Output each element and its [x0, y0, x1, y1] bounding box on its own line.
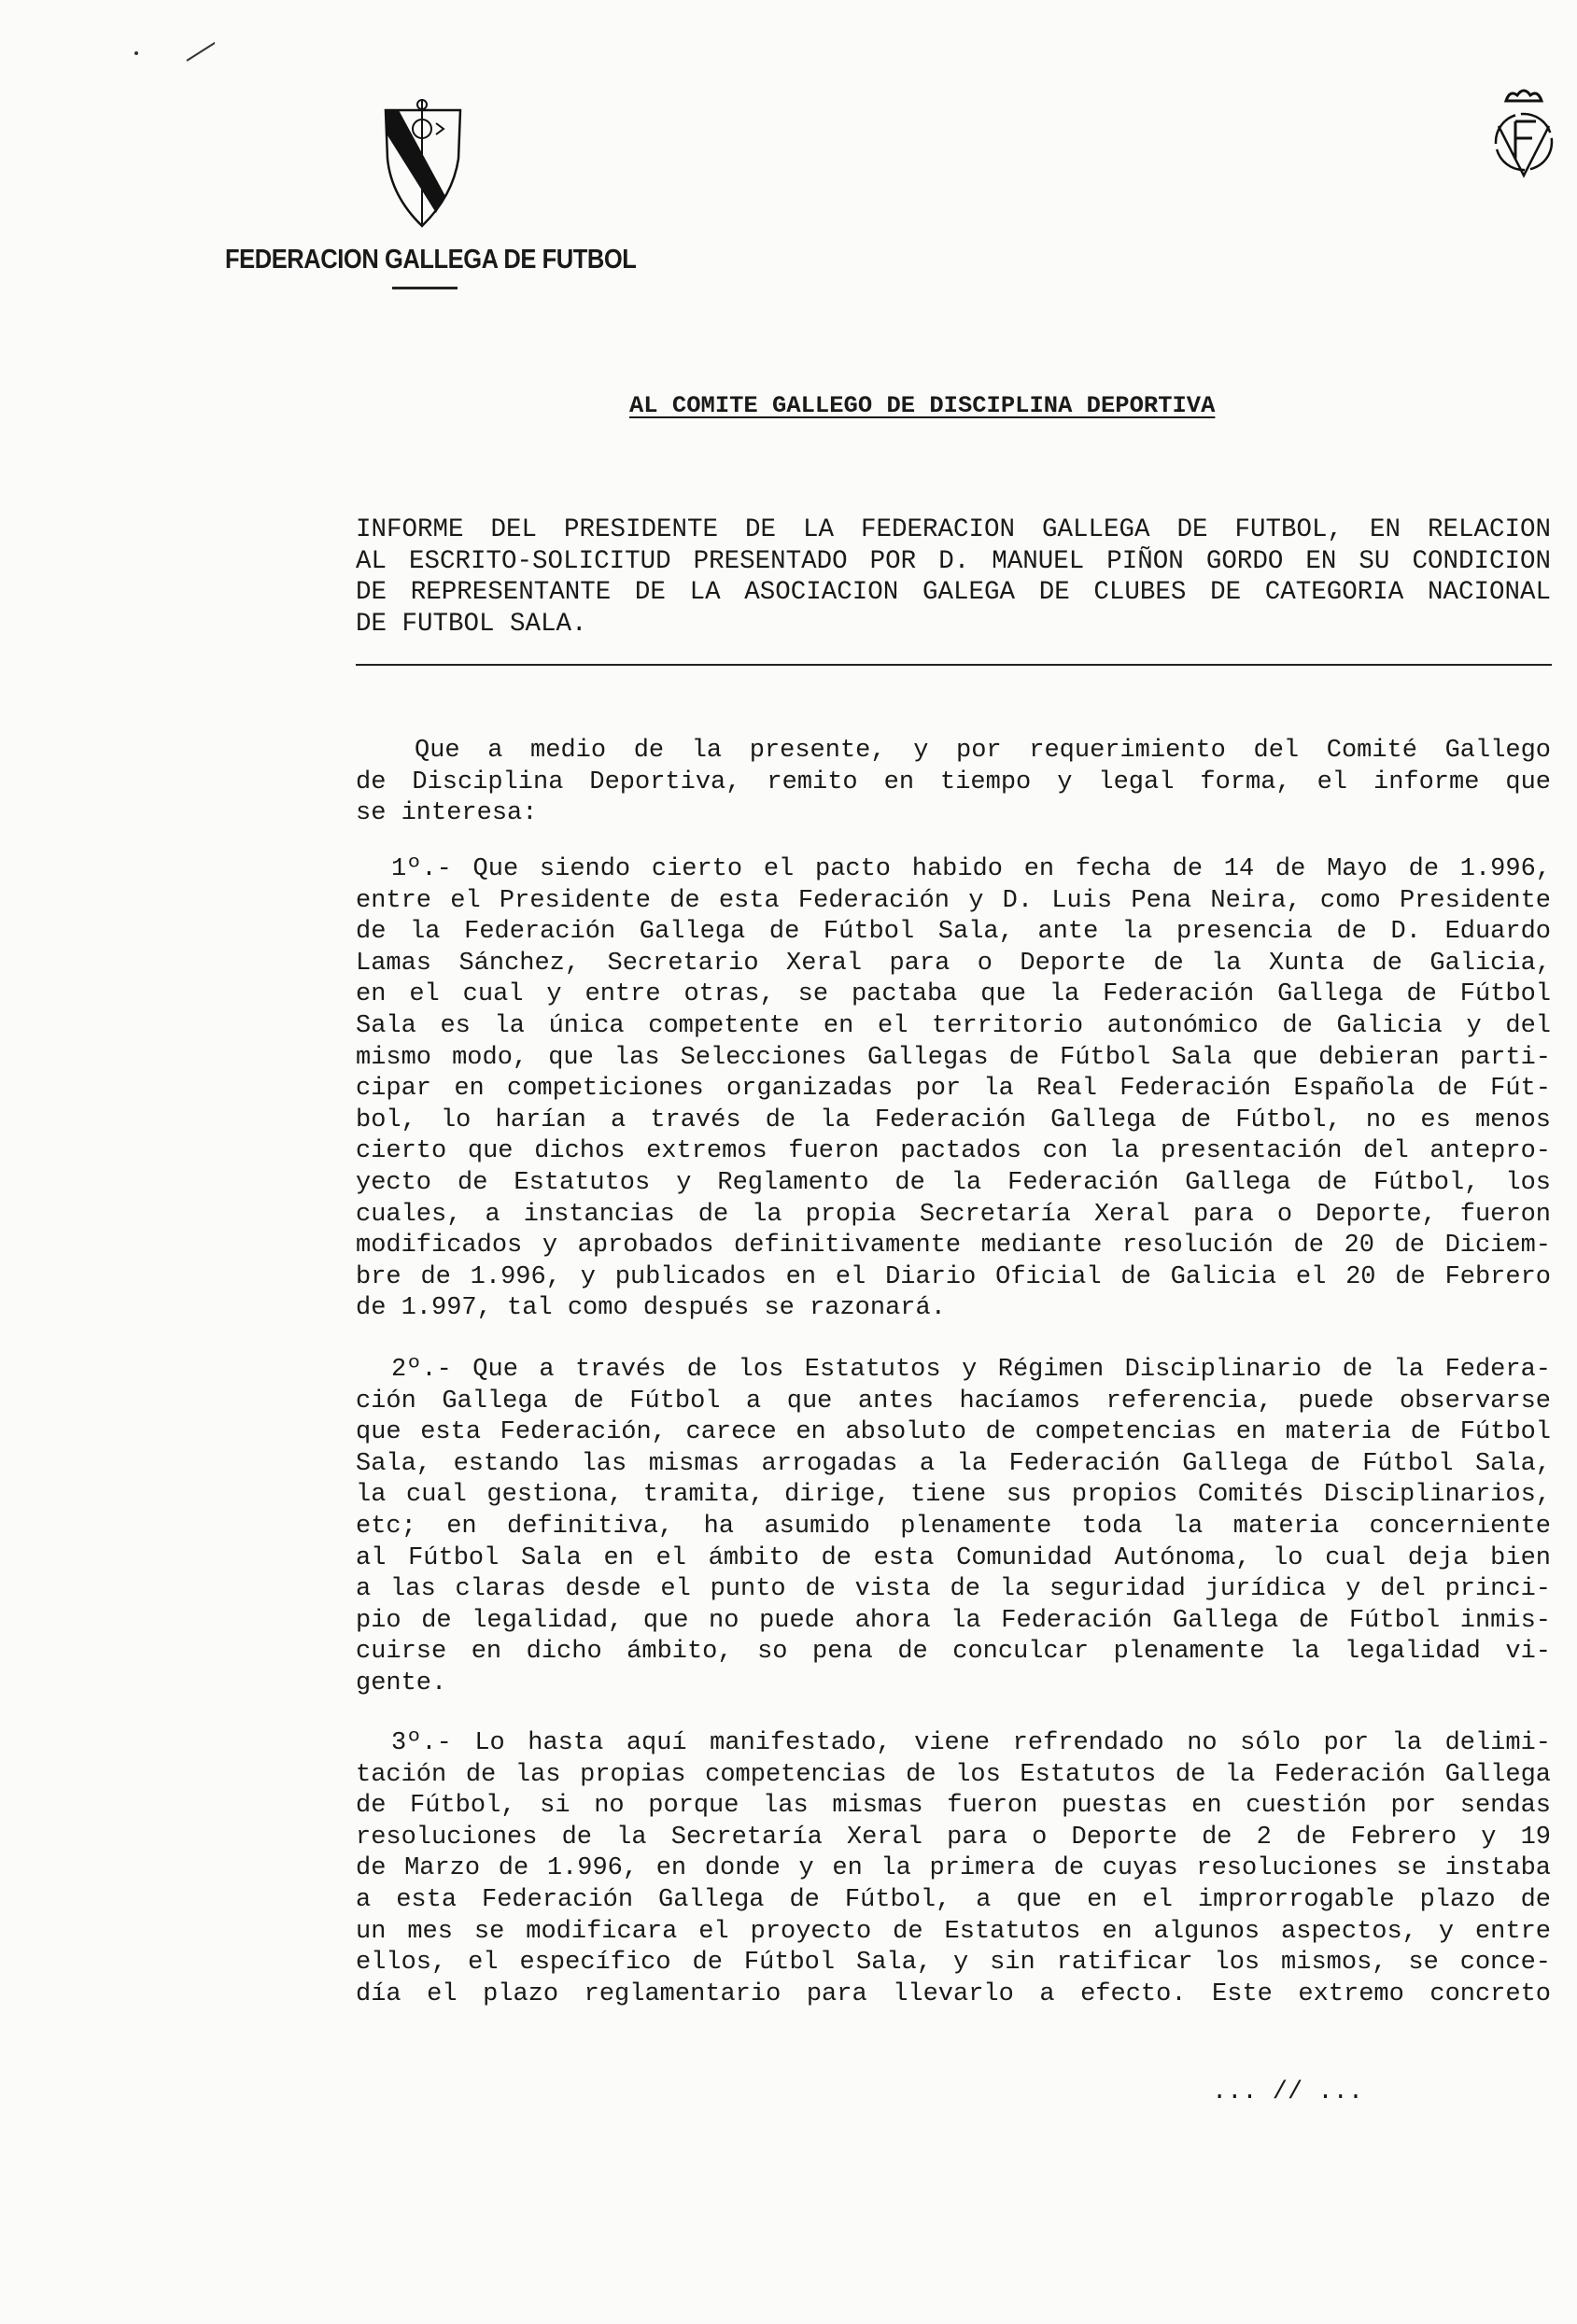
- paragraph-line: bol, lo harían a través de la Federación Gallega de Fútbol, no es menos: [356, 1106, 1551, 1134]
- paragraph-line: de Fútbol, si no porque las mismas fueron puestas en cuestión por sendas: [356, 1792, 1551, 1821]
- paragraph-intro: [356, 736, 1551, 830]
- paragraph-line: Que a medio de la presente, y por requerimiento del Comité Gallego: [415, 737, 1551, 765]
- paragraph-3: [356, 1728, 1551, 2010]
- paragraph-line: ellos, el específico de Fútbol Sala, y sin ratificar los mismos, se conce-: [356, 1949, 1551, 1978]
- subject-line: DE REPRESENTANTE DE LA ASOCIACION GALEGA DE CLUBES DE CATEGORIA NACIONAL: [356, 578, 1551, 608]
- paragraph-line: cierto que dichos extremos fueron pactados con la presentación del antepro-: [356, 1137, 1551, 1166]
- real-federacion-espanola-crest-logo: [1489, 84, 1559, 182]
- addressee-heading: AL COMITE GALLEGO DE DISCIPLINA DEPORTIVA: [629, 392, 1216, 419]
- subject-line: AL ESCRITO-SOLICITUD PRESENTADO POR D. MANUEL PIÑON GORDO EN SU CONDICION: [356, 546, 1551, 576]
- paragraph-line: de 1.997, tal como después se razonará.: [356, 1294, 946, 1323]
- paragraph-line: 3º.- Lo hasta aquí manifestado, viene refrendado no sólo por la delimi-: [391, 1729, 1551, 1757]
- paragraph-line: de Marzo de 1.996, en donde y en la primera de cuyas resoluciones se instaba: [356, 1854, 1551, 1883]
- paragraph-line: Sala es la única competente en el territorio autonómico de Galicia y del: [356, 1011, 1551, 1040]
- paragraph-line: yecto de Estatutos y Reglamento de la Federación Gallega de Fútbol, los: [356, 1168, 1551, 1197]
- subject-line: DE FUTBOL SALA.: [356, 609, 587, 639]
- paragraph-line: ción Gallega de Fútbol a que antes hacíamos referencia, puede observarse: [356, 1387, 1551, 1416]
- paragraph-line: de la Federación Gallega de Fútbol Sala, ante la presencia de D. Eduardo: [356, 918, 1551, 947]
- paragraph-line: que esta Federación, carece en absoluto de competencias en materia de Fútbol: [356, 1418, 1551, 1447]
- paragraph-line: día el plazo reglamentario para llevarlo a efecto. Este extremo concreto: [356, 1979, 1551, 2008]
- paragraph-line: cipar en competiciones organizadas por la Real Federación Española de Fút-: [356, 1075, 1551, 1104]
- paragraph-line: mismo modo, que las Selecciones Gallegas de Fútbol Sala que debieran parti-: [356, 1043, 1551, 1072]
- paragraph-line: se interesa:: [356, 799, 538, 828]
- subject-line: INFORME DEL PRESIDENTE DE LA FEDERACION GALLEGA DE FUTBOL, EN RELACION: [356, 515, 1551, 544]
- paragraph-line: 2º.- Que a través de los Estatutos y Régimen Disciplinario de la Federa-: [391, 1356, 1551, 1384]
- paragraph-line: 1º.- Que siendo cierto el pacto habido en fecha de 14 de Mayo de 1.996,: [391, 855, 1551, 883]
- paragraph-line: tación de las propias competencias de los Estatutos de la Federación Gallega: [356, 1760, 1551, 1789]
- federacion-gallega-shield-logo: [378, 93, 467, 229]
- paragraph-line: entre el Presidente de esta Federación y D. Luis Pena Neira, como Presidente: [356, 886, 1551, 915]
- subject-rule: [356, 664, 1552, 666]
- scan-marks: [47, 23, 215, 117]
- paragraph-line: a las claras desde el punto de vista de la seguridad jurídica y del princi-: [356, 1575, 1551, 1604]
- paragraph-line: en el cual y entre otras, se pactaba que la Federación Gallega de Fútbol: [356, 980, 1551, 1009]
- paragraph-line: gente.: [356, 1669, 447, 1697]
- organization-underline: [392, 287, 458, 289]
- subject-block: [356, 514, 1551, 640]
- paragraph-line: cuales, a instancias de la propia Secretaría Xeral para o Deporte, fueron: [356, 1200, 1551, 1229]
- paragraph-line: cuirse en dicho ámbito, so pena de conculcar plenamente la legalidad vi-: [356, 1638, 1551, 1667]
- paragraph-line: de Disciplina Deportiva, remito en tiempo y legal forma, el informe que: [356, 768, 1551, 796]
- paragraph-line: modificados y aprobados definitivamente mediante resolución de 20 de Diciem-: [356, 1232, 1551, 1261]
- paragraph-1: [356, 854, 1551, 1325]
- paragraph-2: [356, 1355, 1551, 1700]
- continuation-mark: ... // ...: [1212, 2078, 1364, 2106]
- paragraph-line: pio de legalidad, que no puede ahora la Federación Gallega de Fútbol inmis-: [356, 1606, 1551, 1635]
- organization-name: FEDERACION GALLEGA DE FUTBOL: [225, 245, 637, 275]
- paragraph-line: al Fútbol Sala en el ámbito de esta Comunidad Autónoma, lo cual deja bien: [356, 1543, 1551, 1572]
- paragraph-line: un mes se modificara el proyecto de Estatutos en algunos aspectos, y entre: [356, 1917, 1551, 1946]
- paragraph-line: Sala, estando las mismas arrogadas a la Federación Gallega de Fútbol Sala,: [356, 1449, 1551, 1478]
- paragraph-line: bre de 1.996, y publicados en el Diario Oficial de Galicia el 20 de Febrero: [356, 1262, 1551, 1291]
- paragraph-line: resoluciones de la Secretaría Xeral para o Deporte de 2 de Febrero y 19: [356, 1823, 1551, 1852]
- paragraph-line: Lamas Sánchez, Secretario Xeral para o Deporte de la Xunta de Galicia,: [356, 949, 1551, 978]
- paragraph-line: a esta Federación Gallega de Fútbol, a que en el improrrogable plazo de: [356, 1885, 1551, 1914]
- paragraph-line: la cual gestiona, tramita, dirige, tiene sus propios Comités Disciplinarios,: [356, 1481, 1551, 1510]
- paragraph-line: etc; en definitiva, ha asumido plenamente toda la materia concerniente: [356, 1512, 1551, 1541]
